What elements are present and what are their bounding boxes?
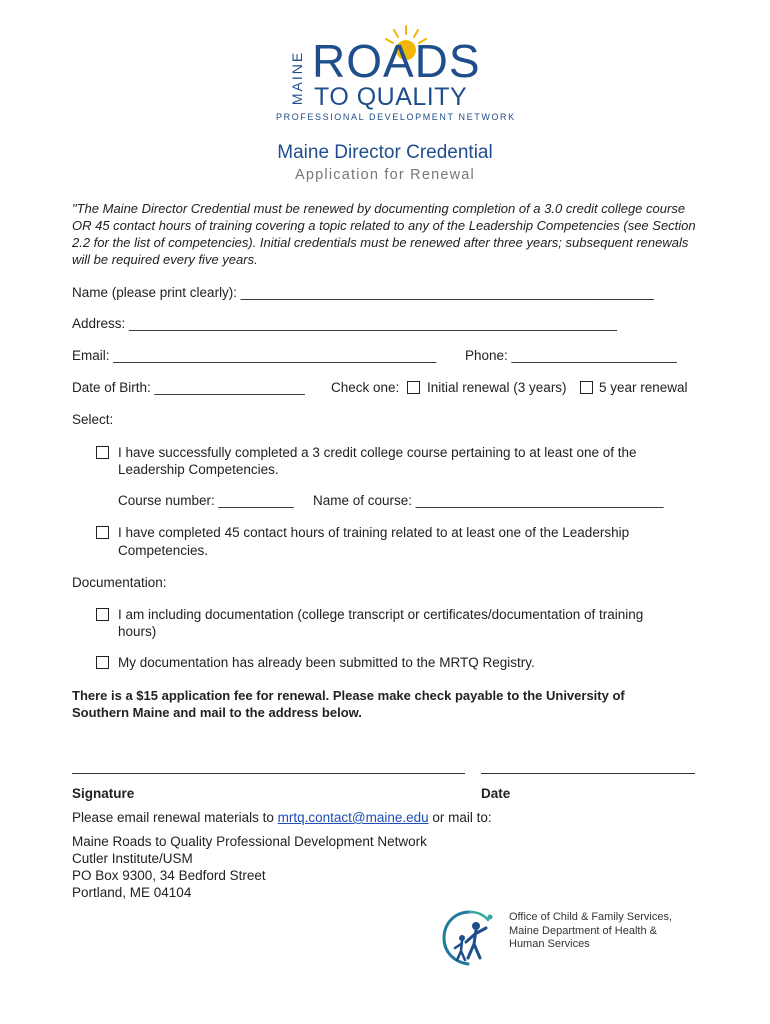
contact-email-link[interactable]: mrtq.contact@maine.edu [277, 810, 429, 825]
college-course-checkbox[interactable] [96, 446, 109, 459]
address-line: Portland, ME 04104 [72, 885, 192, 900]
signature-line[interactable] [72, 773, 465, 774]
including-docs-label-line1: I am including documentation (college transcript or certificates/documentation of training [118, 607, 644, 622]
five-year-renewal-checkbox[interactable] [580, 381, 593, 394]
fee-notice-line2: Southern Maine and mail to the address below. [72, 705, 362, 720]
address-line: PO Box 9300, 34 Bedford Street [72, 868, 266, 883]
dhhs-line: Human Services [509, 938, 590, 950]
email-instructions-tail: or mail to: [428, 810, 492, 825]
contact-hours-checkbox[interactable] [96, 526, 109, 539]
phone-field[interactable]: Phone: ______________________ [465, 348, 677, 363]
already-submitted-label: My documentation has already been submitted to the MRTQ Registry. [118, 655, 535, 670]
dhhs-line: Maine Department of Health & [509, 924, 657, 937]
dhhs-line: Office of Child & Family Services, [509, 911, 673, 923]
page-subtitle: Application for Renewal [295, 167, 475, 183]
email-instructions-text: Please email renewal materials to [72, 810, 278, 825]
course-number-field[interactable]: Course number: __________ [118, 493, 294, 508]
logo-roads: ROADS [312, 35, 481, 87]
address-field[interactable]: Address: _________________________________________________________________ [72, 316, 618, 331]
contact-hours-label-line2: Competencies. [118, 543, 209, 558]
page-title: Maine Director Credential [277, 142, 493, 163]
contact-hours-label-line1: I have completed 45 contact hours of training related to at least one of the Leadership [118, 525, 630, 540]
email-field[interactable]: Email: ___________________________________________ [72, 348, 437, 363]
date-label: Date [481, 786, 511, 801]
check-one-label: Check one: [331, 380, 400, 395]
already-submitted-checkbox[interactable] [96, 656, 109, 669]
five-year-renewal-label: 5 year renewal [599, 380, 688, 395]
name-field[interactable]: Name (please print clearly): _______________________________________________________ [72, 285, 654, 300]
dhhs-office-text [509, 911, 709, 952]
date-line[interactable] [481, 773, 695, 774]
including-docs-label-line2: hours) [118, 624, 157, 639]
address-line: Cutler Institute/USM [72, 851, 193, 866]
select-label: Select: [72, 412, 114, 427]
initial-renewal-checkbox[interactable] [407, 381, 420, 394]
dob-field[interactable]: Date of Birth: ____________________ [72, 380, 305, 395]
signature-label: Signature [72, 786, 135, 801]
mailing-address [72, 833, 427, 901]
documentation-label: Documentation: [72, 575, 167, 590]
logo-quality: TO QUALITY [314, 83, 468, 111]
fee-notice-line1: There is a $15 application fee for renewal. Please make check payable to the University of [72, 688, 625, 703]
college-course-label-line1: I have successfully completed a 3 credit college course pertaining to at least one of the [118, 445, 637, 460]
logo-maine: MAINE [289, 50, 305, 106]
college-course-label-line2: Leadership Competencies. [118, 462, 279, 477]
email-instructions [72, 809, 492, 826]
initial-renewal-label: Initial renewal (3 years) [427, 380, 567, 395]
including-docs-checkbox[interactable] [96, 608, 109, 621]
dhhs-logo-icon [440, 908, 498, 966]
address-line: Maine Roads to Quality Professional Development Network [72, 834, 427, 849]
course-name-field[interactable]: Name of course: _________________________________ [313, 493, 664, 508]
intro-text: "The Maine Director Credential must be renewed by documenting completion of a 3.0 credit college course OR 45 contact hours of training covering a topic related to any of the Leadership Competencies (see Section 2.2 for the list of competencies). Initial credentials must be renewed after three years; subsequent renewals will be required every five years. [72, 201, 696, 267]
logo-subtitle: PROFESSIONAL DEVELOPMENT NETWORK [276, 112, 516, 122]
